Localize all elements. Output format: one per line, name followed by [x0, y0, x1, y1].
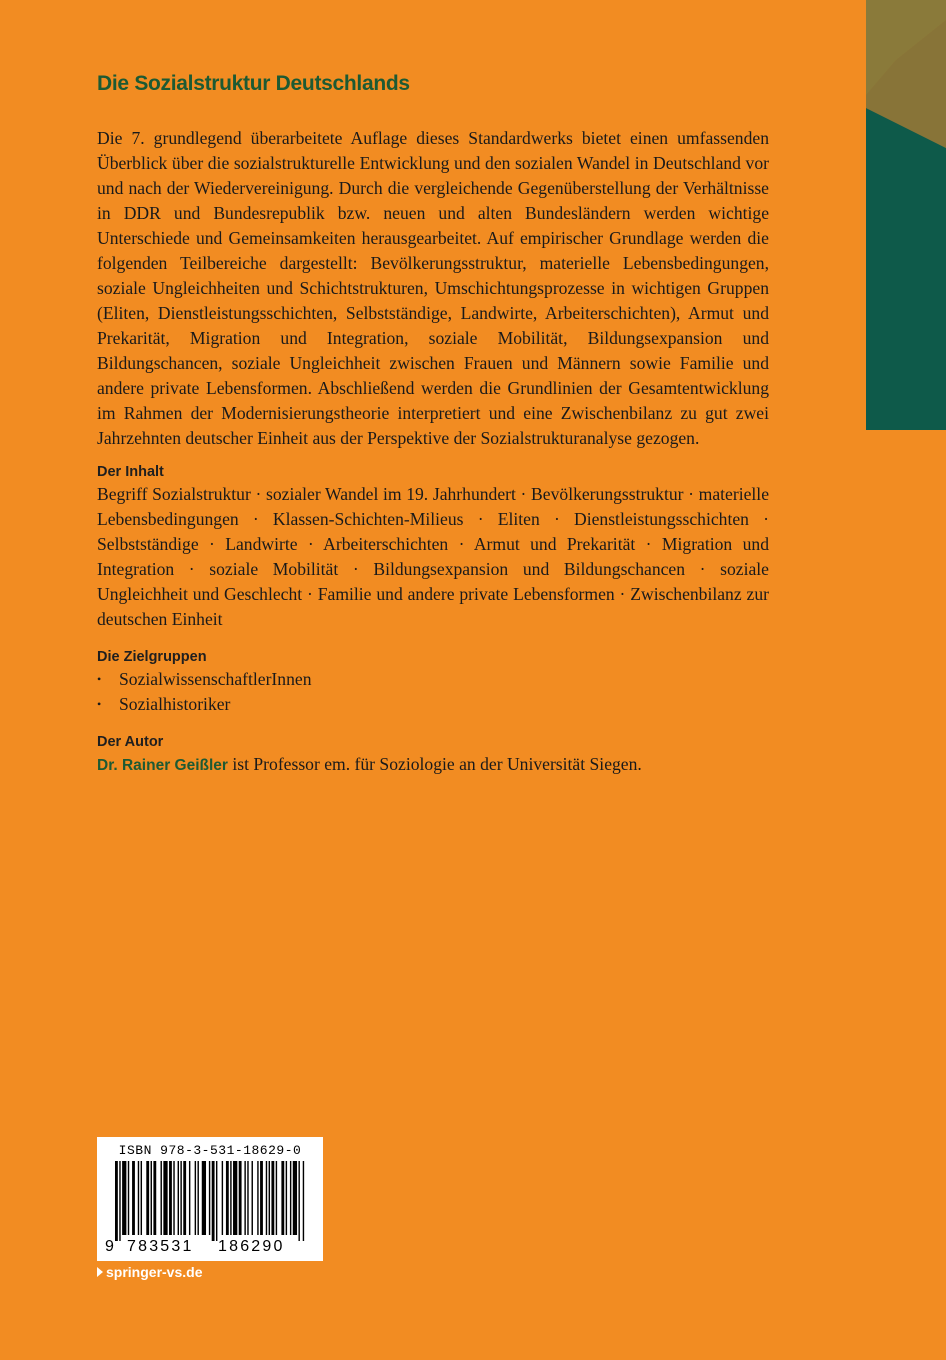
barcode-bar	[138, 1161, 139, 1235]
target-groups-section	[97, 649, 769, 717]
author-description: ist Professor em. für Soziologie an der Universität Siegen.	[227, 754, 642, 774]
barcode-bar	[197, 1161, 198, 1235]
barcode-bar	[286, 1161, 287, 1235]
website-label: springer-vs.de	[106, 1264, 203, 1280]
barcode-bar	[132, 1161, 135, 1235]
barcode-bar	[189, 1161, 190, 1235]
barcode-digit-group-left: 783531	[127, 1238, 194, 1255]
barcode-bar	[222, 1161, 223, 1235]
barcode-digit-first: 9	[105, 1238, 114, 1255]
description-paragraph: Die 7. grundlegend überarbeitete Auflage dieses Standardwerks bietet einen umfassenden Überblick über die sozialstrukturelle Entwicklung und den sozialen Wandel in Deutschland vor und nach der Wiedervereinigung. Durch die vergleichende Gegenüberstellung der Verhältnisse in DDR und Bundesrepublik bzw. neuen und alten Bundesländern werden wichtige Unterschiede und Gemeinsamkeiten herausgearbeitet. Auf empirischer Grundlage werden die folgenden Teilbereiche dargestellt: Bevölkerungsstruktur, materielle Lebensbedingungen, soziale Ungleichheiten und Schichtstrukturen, Umschichtungsprozesse in wichtigen Gruppen (Eliten, Dienstleistungsschichten, Selbstständige, Landwirte, Arbeiterschichten), Armut und Prekarität, Migration und Integration, soziale Mobilität, Bildungsexpansion und Bildungschancen, soziale Ungleichheit zwischen Frauen und Männern sowie Familie und andere private Lebensformen. Abschließend werden die Grundlinien der Gesamtentwicklung im Rahmen der Modernisierungstheorie interpretiert und eine Zwischenbilanz zu gut zwei Jahrzehnten deutscher Einheit aus der Perspektive der Sozialstrukturanalyse gezogen.	[97, 128, 769, 448]
back-cover-content	[97, 72, 769, 778]
contents-text: Begriff Sozialstruktur · sozialer Wandel im 19. Jahrhundert · Bevölkerungsstruktur · materielle Lebensbedingungen · Klassen-Schichten-Milieus · Eliten · Dienstleistungsschichten · Selbstständige · Landwirte · Arbeiterschichten · Armut und Prekarität · Migration und Integration · soziale Mobilität · Bildungsexpansion und Bildungschancen · soziale Ungleichheit und Geschlecht · Familie und andere private Lebensformen · Zwischenbilanz zur deutschen Einheit	[97, 484, 769, 629]
barcode-bar	[281, 1161, 284, 1235]
target-group-label: SozialwissenschaftlerInnen	[119, 669, 312, 689]
author-heading: Der Autor	[97, 734, 164, 750]
barcode-bar	[257, 1161, 258, 1235]
barcode-bar	[178, 1161, 179, 1235]
barcode-bar	[212, 1161, 215, 1241]
barcode-bar	[195, 1161, 196, 1235]
target-groups-heading: Die Zielgruppen	[97, 649, 207, 665]
barcode-digit-group-right: 186290	[218, 1238, 285, 1255]
barcode-bar	[247, 1161, 248, 1235]
barcode-bar	[298, 1161, 299, 1241]
barcode-bar	[209, 1161, 210, 1235]
barcode-bar	[119, 1161, 120, 1241]
barcode-bar	[161, 1161, 162, 1235]
barcode-bar	[183, 1161, 186, 1235]
barcode-bar	[303, 1161, 304, 1241]
barcode-bar	[290, 1161, 291, 1235]
book-title: Die Sozialstruktur Deutschlands	[97, 72, 410, 95]
barcode-bar	[169, 1161, 172, 1235]
barcode-bar	[276, 1161, 277, 1235]
barcode-bars	[115, 1161, 307, 1241]
barcode-bar	[115, 1161, 118, 1241]
corner-graphic	[866, 0, 946, 430]
barcode-bar	[260, 1161, 263, 1235]
barcode-bar	[128, 1161, 129, 1235]
author-section	[97, 734, 769, 778]
contents-heading: Der Inhalt	[97, 464, 164, 480]
barcode-bar	[153, 1161, 156, 1235]
barcode-bar	[252, 1161, 253, 1235]
barcode-bar	[163, 1161, 167, 1235]
target-groups-list	[97, 667, 769, 717]
barcode-bar	[293, 1161, 297, 1235]
barcode-bar	[146, 1161, 149, 1235]
barcode-bar	[141, 1161, 142, 1235]
barcode-bar	[239, 1161, 242, 1235]
barcode-bar	[173, 1161, 174, 1235]
barcode-bar	[122, 1161, 126, 1235]
barcode-bar	[266, 1161, 267, 1235]
target-group-label: Sozialhistoriker	[119, 694, 231, 714]
list-item	[97, 692, 769, 717]
list-item	[97, 667, 769, 692]
bullet-icon: •	[97, 697, 102, 711]
barcode-bar	[271, 1161, 274, 1235]
author-text	[97, 752, 769, 778]
barcode-bar	[151, 1161, 152, 1235]
author-name: Dr. Rainer Geißler	[97, 757, 228, 774]
barcode-bar	[216, 1161, 217, 1241]
barcode-bar	[269, 1161, 270, 1235]
barcode-bar	[244, 1161, 245, 1235]
arrow-right-icon	[97, 1267, 103, 1277]
barcode-bar	[202, 1161, 206, 1235]
isbn-label: ISBN 978-3-531-18629-0	[118, 1143, 302, 1158]
barcode-bar	[226, 1161, 229, 1235]
isbn-barcode	[97, 1137, 323, 1261]
publisher-website-link[interactable]	[97, 1264, 202, 1280]
bullet-icon: •	[97, 672, 102, 686]
barcode-bar	[180, 1161, 181, 1235]
contents-section	[97, 464, 769, 632]
barcode-bar	[233, 1161, 237, 1235]
barcode-bar	[230, 1161, 231, 1235]
